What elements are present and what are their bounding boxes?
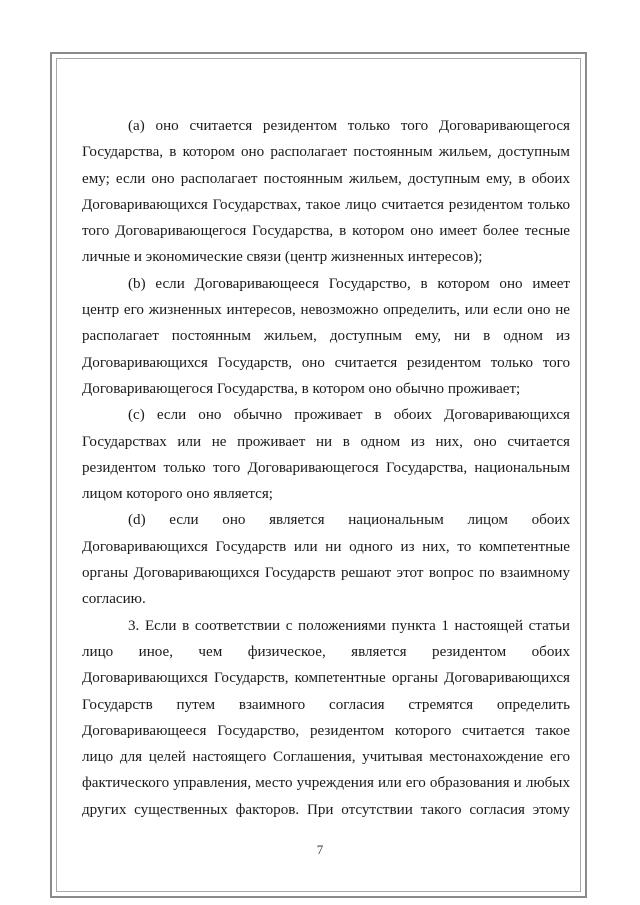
paragraph-a — [82, 113, 570, 271]
text-line: Государства, в котором оно располагает постоянным жильем, доступным — [82, 144, 570, 161]
text-line: (b) если Договаривающееся Государство, в котором оно имеет — [128, 275, 570, 292]
text-line: резидентом только того Договаривающегося Государства, национальным — [82, 459, 570, 476]
text-line: Государств путем взаимного согласия стремятся определить — [82, 696, 570, 713]
text-line: (d) если оно является национальным лицом обоих — [128, 512, 570, 529]
text-line: Договаривающееся Государство, резидентом которого считается такое — [82, 722, 570, 739]
text-line: Договаривающегося Государства, в котором оно обычно проживает; — [82, 380, 521, 397]
paragraph-c — [82, 402, 570, 507]
text-line: ему; если оно располагает постоянным жильем, доступным ему, в обоих — [82, 170, 570, 187]
text-line: лицом которого оно является; — [82, 486, 273, 503]
text-line: (c) если оно обычно проживает в обоих Договаривающихся — [128, 407, 570, 424]
text-line: лицо иное, чем физическое, является резидентом обоих — [82, 643, 570, 660]
text-line: органы Договаривающихся Государств решают этот вопрос по взаимному — [82, 565, 570, 582]
paragraph-b — [82, 271, 570, 402]
text-line: располагает постоянным жильем, доступным ему, ни в одном из — [82, 328, 570, 345]
text-line: того Договаривающегося Государства, в котором оно имеет более тесные — [82, 223, 570, 240]
text-line: Договаривающихся Государствах, такое лицо считается резидентом только — [82, 196, 570, 213]
page-number: 7 — [316, 842, 324, 857]
text-line: центр его жизненных интересов, невозможно определить, или если оно не — [82, 302, 570, 319]
text-line: Договаривающихся Государств или ни одного из них, то компетентные — [82, 538, 570, 555]
text-line: личные и экономические связи (центр жизненных интересов); — [82, 249, 483, 266]
document-body — [82, 113, 570, 823]
text-line: других существенных факторов. При отсутствии такого согласия этому — [82, 801, 570, 818]
paragraph-p3 — [82, 613, 570, 823]
text-line: Договаривающихся Государств, компетентные органы Договаривающихся — [82, 670, 570, 687]
text-line: лицо для целей настоящего Соглашения, учитывая местонахождение его — [82, 749, 570, 766]
text-line: фактического управления, место учреждения или его образования и любых — [82, 775, 570, 792]
text-line: 3. Если в соответствии с положениями пункта 1 настоящей статьи — [128, 617, 570, 634]
text-line: согласию. — [82, 591, 146, 608]
text-line: (a) оно считается резидентом только того Договаривающегося — [128, 118, 570, 134]
text-line: Договаривающихся Государств, оно считается резидентом только того — [82, 354, 570, 371]
paragraph-d — [82, 507, 570, 612]
text-line: Государствах или не проживает ни в одном из них, оно считается — [82, 433, 570, 450]
